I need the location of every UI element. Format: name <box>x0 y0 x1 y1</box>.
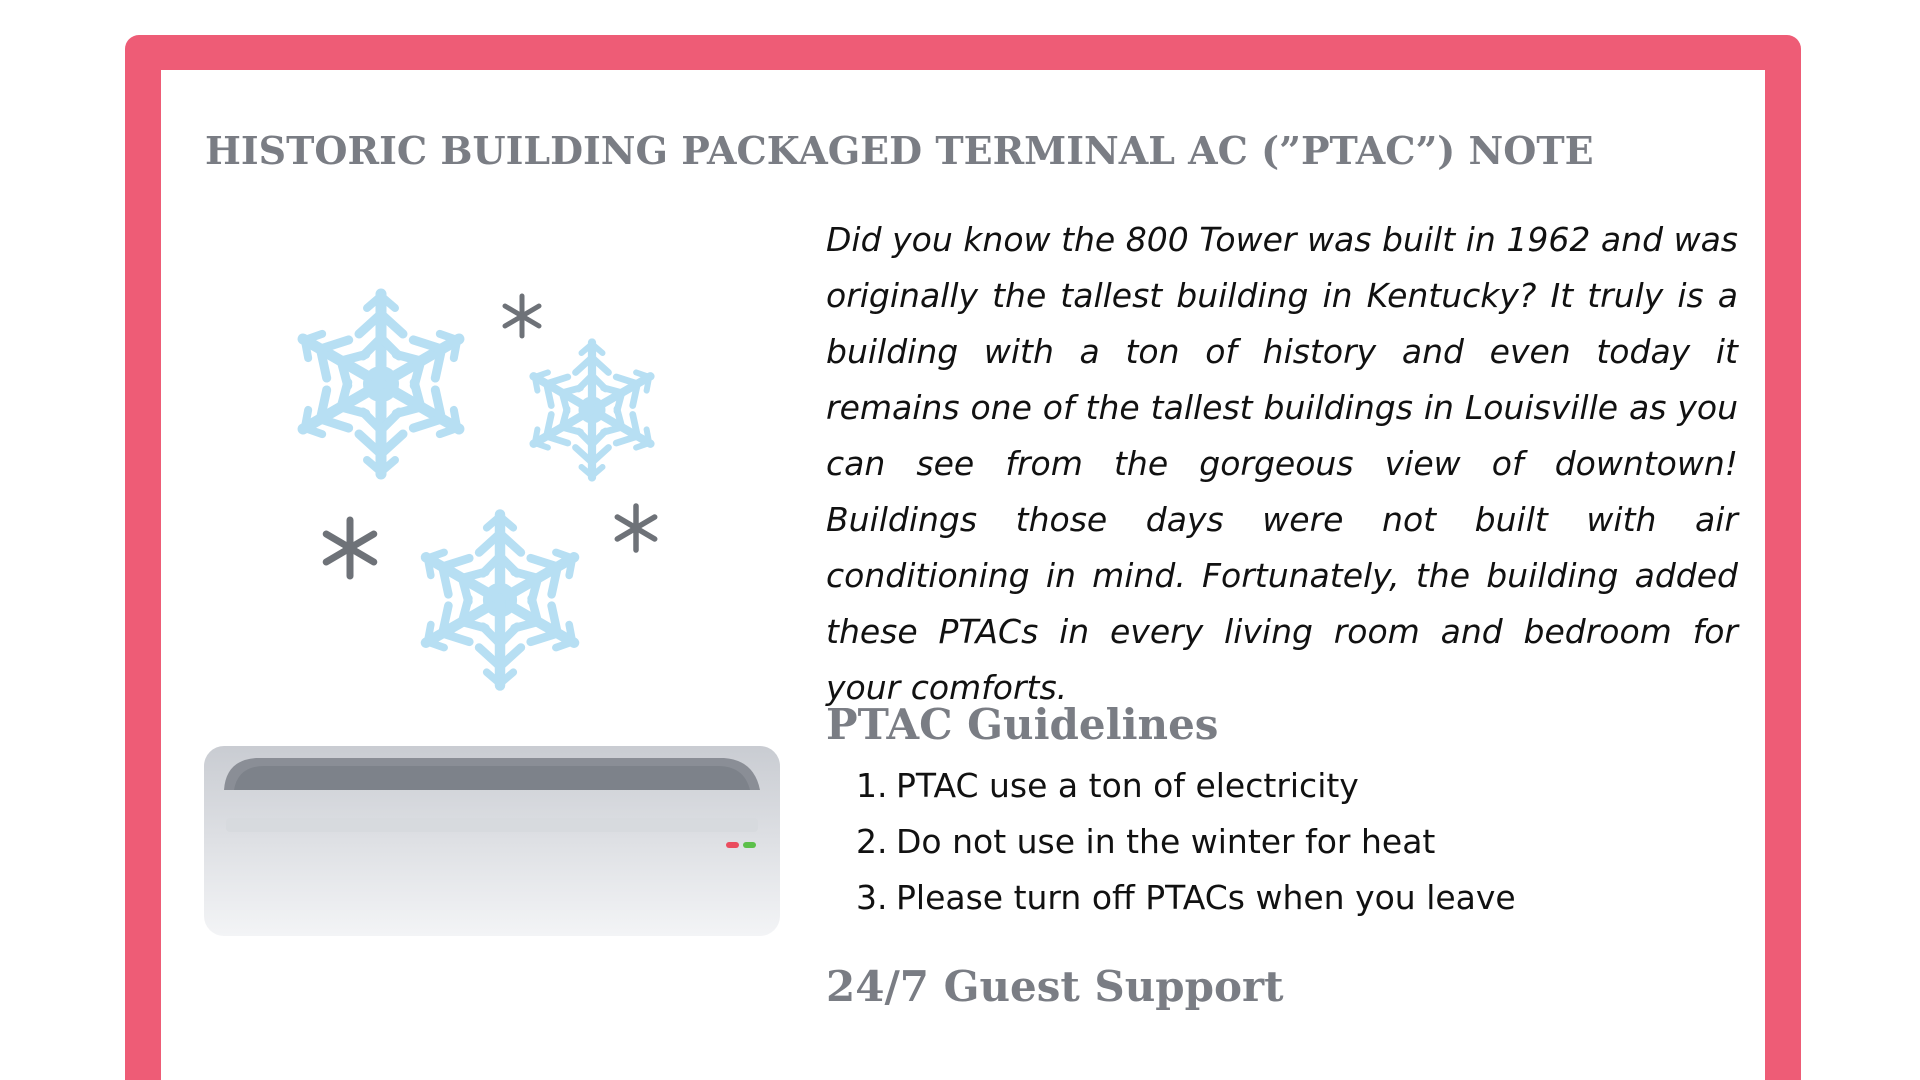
list-item <box>856 758 1516 814</box>
sparkle-icon <box>326 520 374 576</box>
list-item-text: Please turn off PTACs when you leave <box>896 878 1516 917</box>
illustration <box>200 260 800 940</box>
snowflake-icon <box>525 343 658 478</box>
sparkle-icon <box>617 506 654 550</box>
list-item-text: PTAC use a ton of electricity <box>896 766 1359 805</box>
document-title: HISTORIC BUILDING PACKAGED TERMINAL AC (”PTAC”) NOTE <box>205 128 1594 173</box>
support-heading: 24/7 Guest Support <box>826 962 1284 1011</box>
list-item-number: 3. <box>856 878 888 917</box>
list-item <box>856 814 1516 870</box>
intro-paragraph: Did you know the 800 Tower was built in 1962 and was originally the tallest building in Kentucky? It truly is a building with a ton of history and even today it remains one of the tallest buildings in Louisville as you can see from the gorgeous view of downtown! Buildings those days were not built with air conditioning in mind. Fortunately, the building added these PTACs in every living room and bedroom for your comforts. <box>826 220 1738 707</box>
list-item-number: 1. <box>856 766 888 805</box>
list-item <box>856 870 1516 926</box>
guidelines-list <box>856 758 1516 926</box>
list-item-text: Do not use in the winter for heat <box>896 822 1436 861</box>
ptac-unit-icon <box>204 746 780 936</box>
list-item-number: 2. <box>856 822 888 861</box>
guidelines-heading: PTAC Guidelines <box>826 700 1219 749</box>
snowflake-icon <box>292 294 470 474</box>
snowflake-icon <box>416 515 585 686</box>
sparkle-icon <box>505 296 539 336</box>
